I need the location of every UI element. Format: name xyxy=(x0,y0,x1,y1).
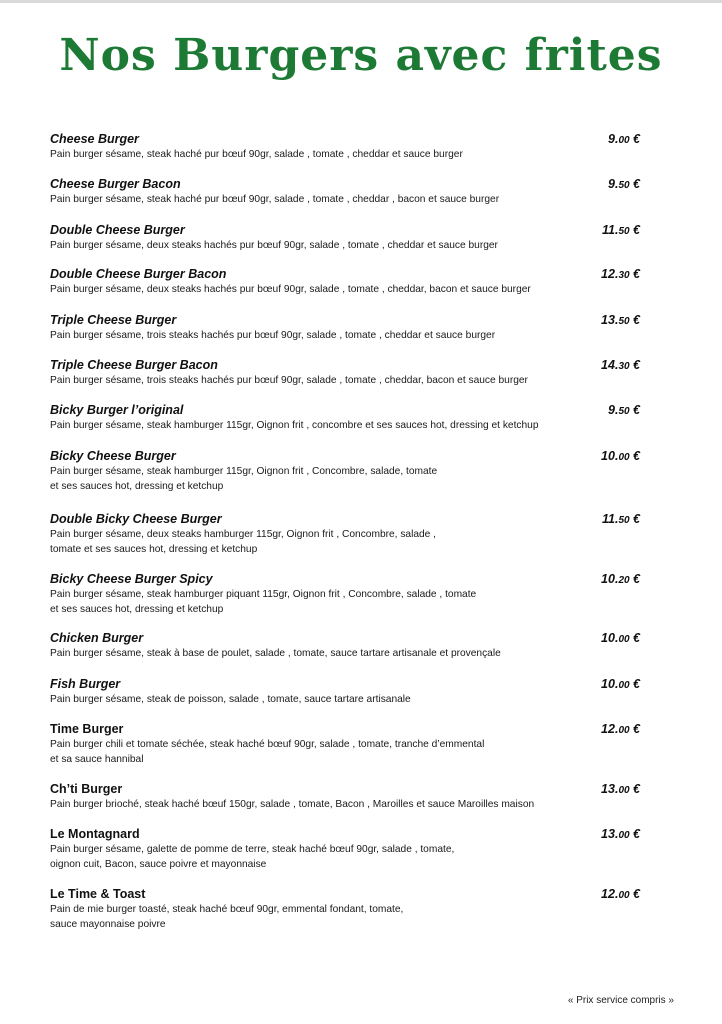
item-name: Double Bicky Cheese Burger xyxy=(50,512,222,526)
item-description: Pain burger sésame, galette de pomme de terre, steak haché bœuf 90gr, salade , tomate, xyxy=(50,844,455,855)
item-name: Bicky Cheese Burger Spicy xyxy=(50,572,213,586)
item-description: oignon cuit, Bacon, sauce poivre et mayonnaise xyxy=(50,859,267,870)
price-integer: 11. xyxy=(601,512,619,526)
price-decimal: 50 xyxy=(618,180,630,191)
item-name: Cheese Burger xyxy=(50,132,139,146)
item-name: Le Montagnard xyxy=(50,827,140,841)
item-name: Time Burger xyxy=(50,722,124,736)
price-decimal: 00 xyxy=(618,680,630,691)
price-integer: 13. xyxy=(601,827,619,841)
menu-item xyxy=(50,222,650,253)
currency-symbol: € xyxy=(633,449,640,463)
item-description: tomate et ses sauces hot, dressing et ketchup xyxy=(50,544,258,555)
item-price xyxy=(601,266,640,284)
price-decimal: 50 xyxy=(618,515,630,526)
menu-item xyxy=(50,402,650,433)
item-name: Triple Cheese Burger Bacon xyxy=(50,358,218,372)
item-price xyxy=(608,176,640,194)
currency-symbol: € xyxy=(633,177,640,191)
item-price xyxy=(601,886,640,904)
currency-symbol: € xyxy=(633,722,640,736)
item-name: Le Time & Toast xyxy=(50,887,146,901)
currency-symbol: € xyxy=(633,572,640,586)
currency-symbol: € xyxy=(633,132,640,146)
item-description: Pain burger sésame, steak à base de poulet, salade , tomate, sauce tartare artisanale et provençale xyxy=(50,648,501,659)
item-description: Pain burger sésame, steak haché pur bœuf 90gr, salade , tomate , cheddar et sauce burger xyxy=(50,149,463,160)
item-description: Pain burger sésame, steak hamburger piquant 115gr, Oignon frit , Concombre, salade , tomate xyxy=(50,589,477,600)
menu-item xyxy=(50,781,650,812)
price-integer: 12. xyxy=(601,887,619,901)
item-price xyxy=(601,312,640,330)
top-border-line xyxy=(0,0,722,3)
price-integer: 13. xyxy=(601,782,619,796)
item-price xyxy=(608,131,640,149)
item-name: Fish Burger xyxy=(50,677,121,691)
menu-item xyxy=(50,676,650,707)
item-name: Cheese Burger Bacon xyxy=(50,177,181,191)
price-decimal: 50 xyxy=(618,406,630,417)
item-description: Pain burger sésame, steak de poisson, salade , tomate, sauce tartare artisanale xyxy=(50,694,411,705)
price-integer: 10. xyxy=(601,631,619,645)
price-decimal: 00 xyxy=(618,785,630,796)
item-description: Pain burger sésame, trois steaks hachés pur bœuf 90gr, salade , tomate , cheddar, bacon et sauce burger xyxy=(50,375,528,386)
item-name: Triple Cheese Burger xyxy=(50,313,177,327)
currency-symbol: € xyxy=(633,887,640,901)
currency-symbol: € xyxy=(633,403,640,417)
item-description: et sa sauce hannibal xyxy=(50,754,144,765)
price-decimal: 00 xyxy=(618,725,630,736)
price-decimal: 00 xyxy=(618,890,630,901)
item-price xyxy=(601,781,640,799)
price-integer: 10. xyxy=(601,572,619,586)
price-integer: 9. xyxy=(608,177,619,191)
item-description: Pain burger sésame, steak hamburger 115gr, Oignon frit , concombre et ses sauces hot, dressing et ketchup xyxy=(50,420,539,431)
price-integer: 10. xyxy=(601,677,619,691)
item-name: Double Cheese Burger Bacon xyxy=(50,267,227,281)
item-description: Pain burger sésame, deux steaks hachés pur bœuf 90gr, salade , tomate , cheddar et sauce burger xyxy=(50,240,498,251)
currency-symbol: € xyxy=(633,313,640,327)
item-name: Ch’ti Burger xyxy=(50,782,123,796)
currency-symbol: € xyxy=(633,827,640,841)
item-price xyxy=(601,826,640,844)
item-description: et ses sauces hot, dressing et ketchup xyxy=(50,481,224,492)
item-price xyxy=(601,630,640,648)
item-description: Pain burger sésame, steak hamburger 115gr, Oignon frit , Concombre, salade, tomate xyxy=(50,466,438,477)
item-description: Pain de mie burger toasté, steak haché bœuf 90gr, emmental fondant, tomate, xyxy=(50,904,404,915)
price-decimal: 50 xyxy=(618,316,630,327)
currency-symbol: € xyxy=(633,512,640,526)
item-description: Pain burger sésame, steak haché pur bœuf 90gr, salade , tomate , cheddar , bacon et sauce burger xyxy=(50,194,500,205)
item-price xyxy=(602,511,640,529)
price-decimal: 30 xyxy=(618,361,630,372)
price-decimal: 20 xyxy=(618,575,630,586)
price-decimal: 30 xyxy=(618,270,630,281)
menu-item xyxy=(50,131,650,162)
price-integer: 14. xyxy=(601,358,619,372)
price-integer: 12. xyxy=(601,267,619,281)
menu-item xyxy=(50,721,650,767)
price-decimal: 00 xyxy=(618,135,630,146)
menu-item xyxy=(50,511,650,557)
item-price xyxy=(601,571,640,589)
item-description: et ses sauces hot, dressing et ketchup xyxy=(50,604,224,615)
menu-item xyxy=(50,266,650,297)
menu-item xyxy=(50,312,650,343)
item-price xyxy=(601,721,640,739)
menu-item xyxy=(50,886,650,932)
menu-item xyxy=(50,357,650,388)
price-integer: 12. xyxy=(601,722,619,736)
price-integer: 9. xyxy=(608,132,619,146)
page-title: Nos Burgers avec frites xyxy=(59,30,663,81)
menu-item xyxy=(50,448,650,494)
item-name: Chicken Burger xyxy=(50,631,144,645)
item-description: sauce mayonnaise poivre xyxy=(50,919,166,930)
item-description: Pain burger brioché, steak haché bœuf 150gr, salade , tomate, Bacon , Maroilles et sauce Maroilles maison xyxy=(50,799,535,810)
item-price xyxy=(602,222,640,240)
currency-symbol: € xyxy=(633,782,640,796)
item-price xyxy=(601,448,640,466)
currency-symbol: € xyxy=(633,677,640,691)
item-description: Pain burger sésame, deux steaks hamburger 115gr, Oignon frit , Concombre, salade , xyxy=(50,529,437,540)
item-price xyxy=(608,402,640,420)
currency-symbol: € xyxy=(633,631,640,645)
price-integer: 10. xyxy=(601,449,619,463)
price-decimal: 00 xyxy=(618,634,630,645)
currency-symbol: € xyxy=(633,358,640,372)
menu-item xyxy=(50,630,650,661)
item-name: Double Cheese Burger xyxy=(50,223,185,237)
currency-symbol: € xyxy=(633,267,640,281)
item-price xyxy=(601,357,640,375)
service-note: « Prix service compris » xyxy=(567,995,674,1006)
price-integer: 13. xyxy=(601,313,619,327)
price-integer: 11. xyxy=(601,223,619,237)
price-decimal: 00 xyxy=(618,830,630,841)
price-integer: 9. xyxy=(608,403,619,417)
item-description: Pain burger sésame, deux steaks hachés pur bœuf 90gr, salade , tomate , cheddar, bacon et sauce burger xyxy=(50,284,531,295)
price-decimal: 00 xyxy=(618,452,630,463)
item-description: Pain burger chili et tomate séchée, steak haché bœuf 90gr, salade , tomate, tranche d’emmental xyxy=(50,739,485,750)
currency-symbol: € xyxy=(633,223,640,237)
item-description: Pain burger sésame, trois steaks hachés pur bœuf 90gr, salade , tomate , cheddar et sauce burger xyxy=(50,330,496,341)
menu-item xyxy=(50,826,650,872)
item-name: Bicky Burger l’original xyxy=(50,403,184,417)
menu-item xyxy=(50,176,650,207)
menu-item xyxy=(50,571,650,617)
price-decimal: 50 xyxy=(618,226,630,237)
item-name: Bicky Cheese Burger xyxy=(50,449,176,463)
item-price xyxy=(601,676,640,694)
